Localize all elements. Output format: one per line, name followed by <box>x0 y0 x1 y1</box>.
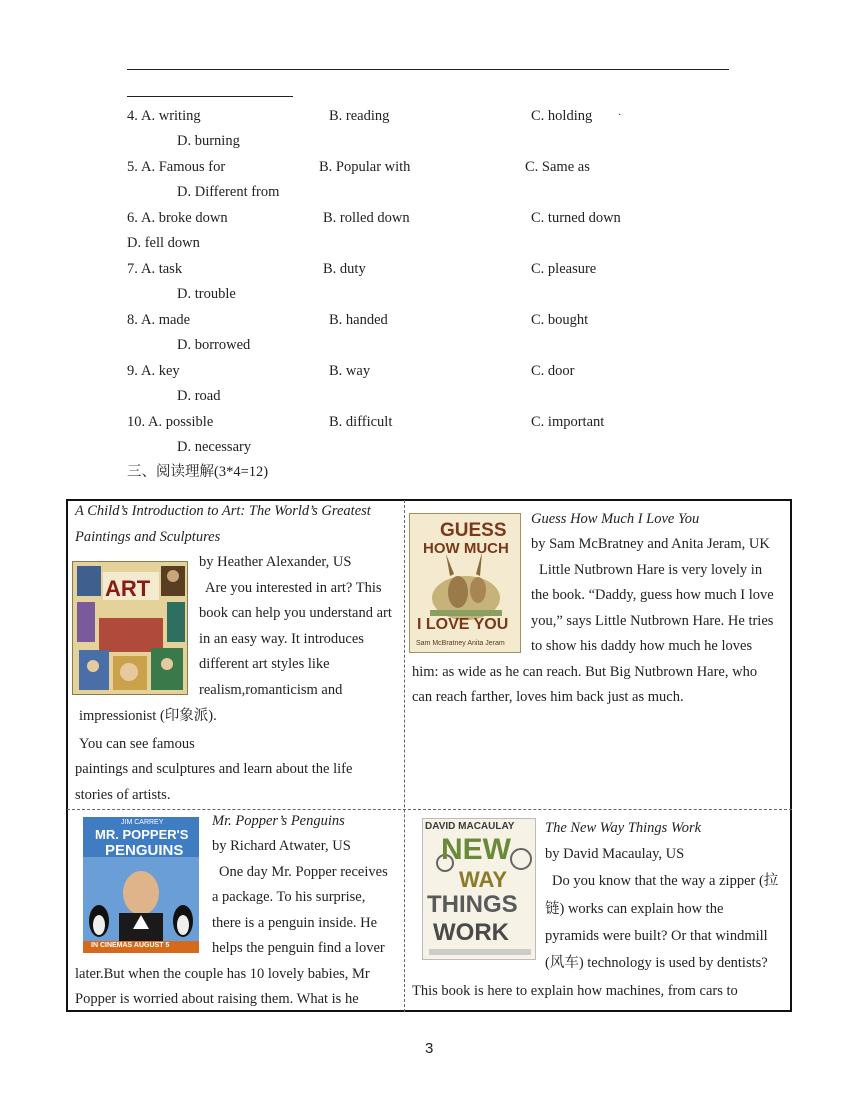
guess-cover-credit: Sam McBratney Anita Jeram <box>416 640 505 647</box>
popper-poster-title1: MR. POPPER'S <box>95 827 189 842</box>
newway-cover-word2: WAY <box>459 867 508 892</box>
art-cover-title: ART <box>105 576 151 601</box>
popper-poster-actor: JIM CARREY <box>121 819 164 826</box>
art-author: by Heather Alexander, US <box>199 554 352 570</box>
art-line: in an easy way. It introduces <box>199 631 364 647</box>
q6-option-b: B. rolled down <box>323 210 410 226</box>
q10-option-c: C. important <box>531 414 605 430</box>
art-line: realism,romanticism and <box>199 682 343 698</box>
popper-movie-poster <box>83 817 199 953</box>
q7-number: 7. <box>127 261 138 277</box>
stray-dot: · <box>618 110 622 121</box>
section-heading: 三、阅读理解(3*4=12) <box>127 464 269 480</box>
guess-cover-title3: I LOVE YOU <box>417 616 509 633</box>
art-book-cover <box>72 561 188 695</box>
guess-cover-title1: GUESS <box>440 520 507 541</box>
newway-author: by David Macaulay, US <box>545 846 685 862</box>
popper-line: there is a penguin inside. He <box>212 915 378 931</box>
q8-option-b: B. handed <box>329 312 388 328</box>
newway-cover-word4: WORK <box>433 919 509 946</box>
q9-option-c: C. door <box>531 363 575 379</box>
guess-author: by Sam McBratney and Anita Jeram, UK <box>531 536 770 552</box>
newway-line: 链) works can explain how the <box>545 901 724 917</box>
q7-option-c: C. pleasure <box>531 261 597 277</box>
q9-number: 9. <box>127 363 138 379</box>
q6-option-c: C. turned down <box>531 210 621 226</box>
newway-line: This book is here to explain how machines, from cars to <box>412 983 738 999</box>
page-number: 3 <box>425 1040 434 1057</box>
newway-title: The New Way Things Work <box>545 820 702 836</box>
newway-line: (风车) technology is used by dentists? <box>545 955 768 971</box>
answer-line-long <box>127 69 729 70</box>
guess-cover-title2: HOW MUCH <box>423 540 509 557</box>
guess-title: Guess How Much I Love You <box>531 511 700 527</box>
art-line: Are you interested in art? This <box>205 580 382 596</box>
art-line: You can see famous <box>79 736 195 752</box>
guess-book-cover <box>409 513 521 653</box>
q9-option-b: B. way <box>329 363 371 379</box>
q7-option-d: D. trouble <box>177 286 236 302</box>
q4-option-c: C. holding <box>531 108 593 124</box>
art-line: stories of artists. <box>75 787 171 803</box>
q5-option-c: C. Same as <box>525 159 590 175</box>
popper-poster-title2: PENGUINS <box>105 842 184 859</box>
q8-option-d: D. borrowed <box>177 337 251 353</box>
popper-line: a package. To his surprise, <box>212 889 366 905</box>
popper-poster-release: IN CINEMAS AUGUST 5 <box>91 942 170 949</box>
newway-line: Do you know that the way a zipper (拉 <box>552 873 779 889</box>
art-title-line2: Paintings and Sculptures <box>75 529 221 545</box>
guess-line: you,” says Little Nutbrown Hare. He tries <box>531 613 774 629</box>
popper-line: One day Mr. Popper receives <box>219 864 388 880</box>
newway-cover-word3: THINGS <box>427 891 518 918</box>
newway-book-cover <box>422 818 536 960</box>
q4-option-a: A. writing <box>141 108 201 124</box>
q10-number: 10. <box>127 414 146 430</box>
guess-line: to show his daddy how much he loves <box>531 638 753 654</box>
q5-option-a: A. Famous for <box>141 159 226 175</box>
q8-option-c: C. bought <box>531 312 589 328</box>
q10-option-a: A. possible <box>148 414 214 430</box>
q10-option-d: D. necessary <box>177 439 252 455</box>
q5-option-d: D. Different from <box>177 184 280 200</box>
guess-line: can reach farther, loves him back just as much. <box>412 689 684 705</box>
answer-line-short <box>127 96 293 97</box>
q6-option-a: A. broke down <box>141 210 228 226</box>
popper-author: by Richard Atwater, US <box>212 838 351 854</box>
guess-line: him: as wide as he can reach. But Big Nutbrown Hare, who <box>412 664 758 680</box>
newway-cover-author: DAVID MACAULAY <box>425 821 515 832</box>
popper-line: helps the penguin find a lover <box>212 940 385 956</box>
newway-line: pyramids were built? Or that windmill <box>545 928 768 944</box>
art-line: book can help you understand art <box>199 605 392 621</box>
q8-option-a: A. made <box>141 312 191 328</box>
art-line: different art styles like <box>199 656 330 672</box>
popper-line: later.But when the couple has 10 lovely babies, Mr <box>75 966 370 982</box>
q10-option-b: B. difficult <box>329 414 393 430</box>
q5-number: 5. <box>127 159 138 175</box>
q7-option-a: A. task <box>141 261 183 277</box>
guess-line: Little Nutbrown Hare is very lovely in <box>539 562 763 578</box>
art-line: impressionist (印象派). <box>79 708 217 724</box>
popper-title: Mr. Popper’s Penguins <box>212 813 345 829</box>
art-title-line1: A Child’s Introduction to Art: The World’s Greatest <box>75 503 371 519</box>
art-line: paintings and sculptures and learn about the life <box>75 761 353 777</box>
q4-option-b: B. reading <box>329 108 390 124</box>
table-vertical-divider <box>404 500 405 1012</box>
q4-number: 4. <box>127 108 138 124</box>
q8-number: 8. <box>127 312 138 328</box>
q7-option-b: B. duty <box>323 261 366 277</box>
q5-option-b: B. Popular with <box>319 159 411 175</box>
popper-line: Popper is worried about raising them. What is he <box>75 991 359 1007</box>
table-horizontal-divider <box>67 809 792 810</box>
q4-option-d: D. burning <box>177 133 240 149</box>
newway-cover-word1: NEW <box>441 833 511 866</box>
q9-option-a: A. key <box>141 363 180 379</box>
q6-number: 6. <box>127 210 138 226</box>
q6-option-d: D. fell down <box>127 235 200 251</box>
guess-line: the book. “Daddy, guess how much I love <box>531 587 774 603</box>
q9-option-d: D. road <box>177 388 221 404</box>
